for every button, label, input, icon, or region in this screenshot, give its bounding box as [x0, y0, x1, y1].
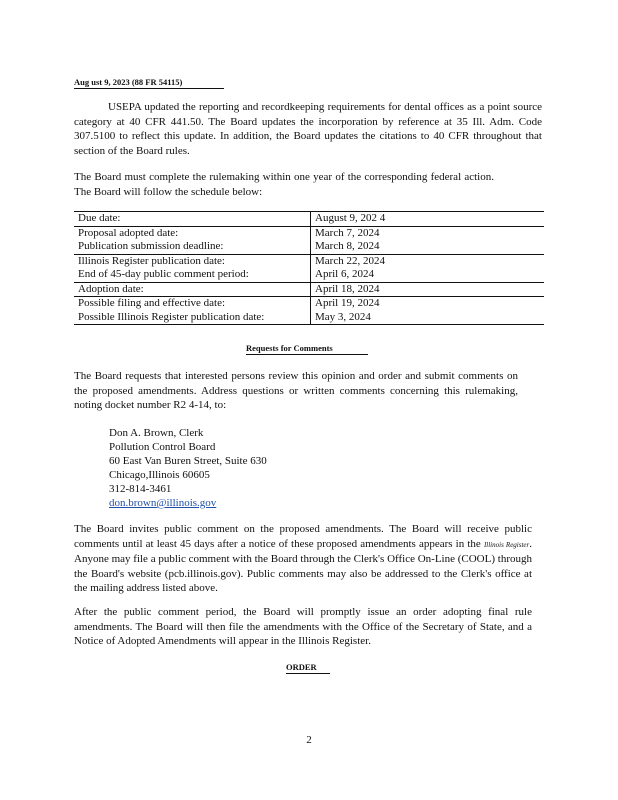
paragraph-public-comment — [74, 522, 532, 596]
schedule-event: Due date: — [74, 212, 311, 227]
schedule-row — [74, 282, 544, 297]
schedule-date: April 19, 2024 — [311, 297, 545, 311]
schedule-row — [74, 240, 544, 254]
schedule-date: March 8, 2024 — [315, 240, 380, 252]
clerk-organization: Pollution Control Board — [109, 441, 216, 453]
paragraph-request-comments: The Board requests that interested persons review this opinion and order and submit comments on the proposed amendments. Address questions or written comments concerning this rulemaking, noting docket number R2 4-14, to: — [74, 370, 518, 411]
schedule-date: March 22, 2024 — [311, 254, 545, 268]
requests-for-comments-heading: Requests for Comments — [246, 343, 368, 355]
schedule-event: Possible Illinois Register publication date: — [74, 311, 311, 325]
paragraph-public-comment-after: . Anyone may file a public comment with the Board through the Clerk's Office On-Line (COOL) through the Board's website (pcb.illinois.gov). Public comments may also be addressed to the Clerk's office at the mailing address listed above. — [74, 537, 532, 594]
paragraph-schedule-intro: The Board must complete the rulemaking within one year of the corresponding federal action. The Board will follow the schedule below: — [74, 171, 494, 198]
schedule-date: August 9, 202 4 — [311, 212, 545, 227]
schedule-date: April 6, 2024 — [315, 268, 374, 280]
clerk-street: 60 East Van Buren Street, Suite 630 — [109, 455, 267, 467]
clerk-phone: 312-814-3461 — [109, 483, 172, 495]
schedule-event: Adoption date: — [74, 282, 311, 297]
schedule-event: Possible filing and effective date: — [74, 297, 311, 311]
schedule-event: End of 45-day public comment period: — [74, 268, 311, 282]
schedule-row — [74, 212, 544, 227]
schedule-event: Proposal adopted date: — [74, 226, 311, 240]
schedule-date: April 18, 2024 — [311, 282, 545, 297]
schedule-row — [74, 226, 544, 240]
schedule-row — [74, 297, 544, 311]
paragraph-usepa-update: USEPA updated the reporting and recordkeeping requirements for dental offices as a point source category at 40 CFR 441.50. The Board updates the incorporation by reference at 35 Ill. Adm. Code 307.5100 to reflect this update. In addition, the Board updates the citations to 40 CFR throughout that section of the Board rules. — [74, 101, 542, 157]
federal-register-citation: Aug ust 9, 2023 (88 FR 54115) — [74, 77, 224, 89]
page-number: 2 — [306, 734, 312, 746]
illinois-register-italic: Illinois Register — [483, 540, 530, 549]
schedule-date: May 3, 2024 — [311, 311, 545, 325]
paragraph-final-rule: After the public comment period, the Board will promptly issue an order adopting final rule amendments. The Board will then file the amendments with the Office of the Secretary of State, and a Notice of Adopted Amendments will appear in the Illinois Register. — [74, 606, 532, 647]
clerk-address-block — [109, 426, 267, 510]
clerk-name: Don A. Brown, Clerk — [109, 427, 204, 439]
schedule-event: Illinois Register publication date: — [74, 254, 311, 268]
schedule-row — [74, 268, 544, 282]
schedule-row — [74, 311, 544, 325]
clerk-city: Chicago,Illinois 60605 — [109, 469, 210, 481]
schedule-table — [74, 211, 544, 325]
paragraph-public-comment-before: The Board invites public comment on the proposed amendments. The Board will receive public comments until at least 45 days after a notice of these proposed amendments appears in the — [74, 523, 532, 550]
clerk-email-link[interactable]: don.brown@illinois.gov — [109, 497, 217, 509]
schedule-event: Publication submission deadline: — [74, 240, 311, 254]
schedule-date: March 7, 2024 — [311, 226, 545, 240]
schedule-row — [74, 254, 544, 268]
order-heading: ORDER — [286, 662, 330, 674]
